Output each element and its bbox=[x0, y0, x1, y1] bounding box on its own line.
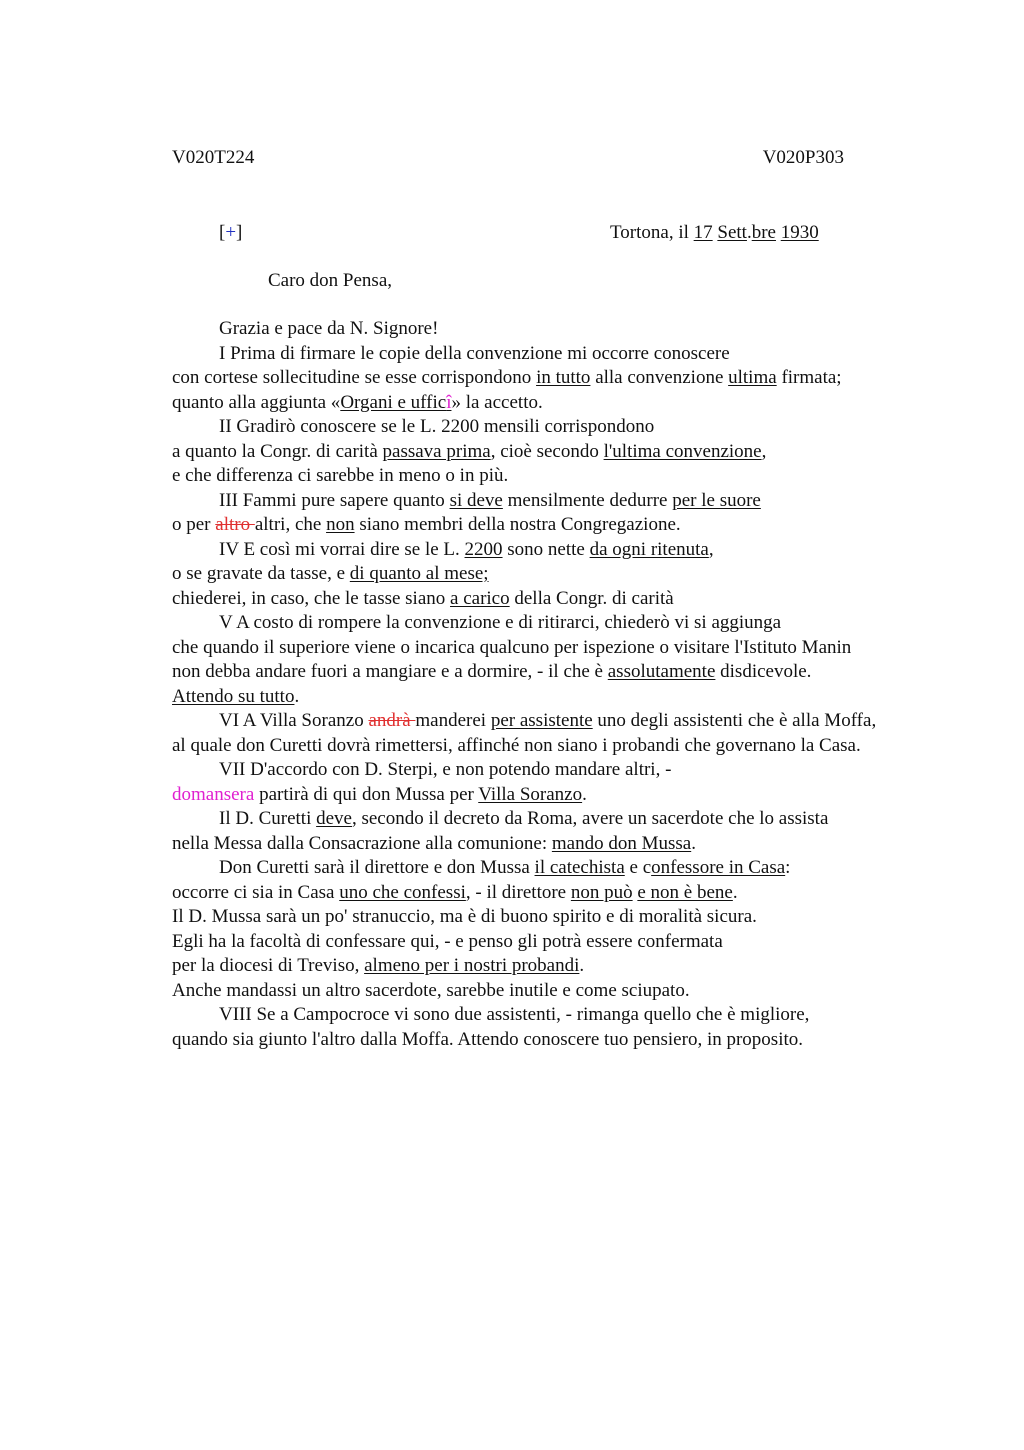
text-fragment: o per bbox=[172, 514, 216, 535]
body-line bbox=[172, 366, 902, 391]
text-fragment: firmata; bbox=[776, 367, 842, 388]
body-line bbox=[172, 807, 902, 832]
text-fragment: altri, che bbox=[254, 514, 327, 535]
underlined-text: onfessore in Casa bbox=[651, 857, 786, 878]
text-fragment: chiederei, in caso, che le tasse siano bbox=[172, 587, 451, 609]
underlined-text: si deve bbox=[449, 489, 503, 511]
body-line: Egli ha la facoltà di confessare qui, - e penso gli potrà essere confermata bbox=[172, 930, 723, 952]
date-day: 17 bbox=[693, 222, 713, 243]
text-fragment: Il D. Curetti bbox=[219, 808, 317, 829]
text-fragment: . bbox=[294, 685, 300, 707]
body-line bbox=[172, 832, 902, 857]
cross-mark bbox=[219, 221, 242, 245]
text-fragment: VI A Villa Soranzo bbox=[219, 710, 369, 731]
point-6-line bbox=[172, 709, 902, 734]
body-line bbox=[172, 856, 902, 881]
date-dot: . bbox=[746, 222, 752, 243]
text-fragment: . bbox=[582, 783, 587, 805]
text-fragment: , - il direttore bbox=[465, 881, 571, 903]
underlined-text: almeno per i nostri probandi bbox=[364, 955, 580, 976]
text-fragment: per la diocesi di Treviso, bbox=[172, 955, 365, 976]
place-date bbox=[610, 221, 819, 245]
text-fragment: III Fammi pure sapere quanto bbox=[219, 489, 450, 511]
greeting-line: Grazia e pace da N. Signore! bbox=[219, 318, 439, 339]
underlined-text: assolutamente bbox=[607, 661, 716, 682]
text-fragment: , cioè secondo bbox=[490, 440, 604, 462]
body-line bbox=[172, 685, 902, 710]
body-line: quando sia giunto l'altro dalla Moffa. Attendo conoscere tuo pensiero, in proposito. bbox=[172, 1028, 803, 1050]
text-fragment: partirà di qui don Mussa per bbox=[254, 783, 479, 805]
body-line bbox=[172, 783, 902, 808]
body-line bbox=[172, 954, 902, 979]
cross-open: [ bbox=[219, 222, 226, 243]
text-fragment: alla convenzione bbox=[590, 367, 729, 388]
underlined-text: per le suore bbox=[672, 489, 761, 511]
underlined-text: Villa Soranzo bbox=[478, 783, 583, 805]
underlined-text: da ogni ritenuta bbox=[589, 538, 709, 560]
text-fragment: , bbox=[708, 538, 714, 560]
date-month-b: bre bbox=[751, 222, 776, 243]
body-line: Il D. Mussa sarà un po' stranuccio, ma è di buono spirito e di moralità sicura. bbox=[172, 906, 757, 927]
text-fragment: siano membri della nostra Congregazione. bbox=[354, 514, 681, 535]
body-line bbox=[172, 562, 902, 587]
body-line bbox=[172, 660, 902, 685]
text-fragment: uno degli assistenti che è alla Moffa, bbox=[592, 710, 877, 731]
text-fragment: Don Curetti sarà il direttore e don Mussa bbox=[219, 857, 535, 878]
point-8-line: VIII Se a Campocroce vi sono due assistenti, - rimanga quello che è migliore, bbox=[219, 1004, 810, 1025]
document-code-left: V020T224 bbox=[172, 147, 255, 168]
text-fragment: a quanto la Congr. di carità bbox=[172, 440, 383, 462]
text-fragment: : bbox=[785, 857, 791, 878]
text-fragment: , secondo il decreto da Roma, avere un sacerdote che lo assista bbox=[351, 808, 829, 829]
body-line bbox=[172, 391, 902, 416]
underlined-text: passava prima bbox=[382, 440, 491, 462]
body-line bbox=[172, 440, 902, 465]
date-year: 1930 bbox=[780, 222, 819, 243]
text-fragment: o se gravate da tasse, e bbox=[172, 563, 350, 584]
date-month-a: Sett bbox=[717, 222, 747, 243]
salutation: Caro don Pensa, bbox=[268, 270, 393, 291]
cross-close: ] bbox=[236, 222, 243, 243]
underlined-text: non bbox=[326, 514, 355, 535]
text-fragment: . bbox=[732, 881, 738, 903]
body-line bbox=[172, 881, 902, 906]
text-fragment: disdicevole. bbox=[715, 661, 812, 682]
text-fragment: , bbox=[761, 440, 767, 462]
text-fragment: » la accetto. bbox=[451, 391, 543, 413]
underlined-text: Attendo su tutto bbox=[172, 685, 295, 707]
text-fragment: con cortese sollecitudine se esse corrispondono bbox=[172, 367, 537, 388]
underlined-text: ultima bbox=[728, 367, 777, 388]
point-4-line bbox=[172, 538, 902, 563]
text-fragment: occorre ci sia in Casa bbox=[172, 881, 340, 903]
inserted-text: î bbox=[446, 391, 452, 413]
point-2-line: II Gradirò conoscere se le L. 2200 mensili corrispondono bbox=[219, 416, 655, 437]
body-line: al quale don Curetti dovrà rimettersi, affinché non siano i probandi che governano la Casa. bbox=[172, 734, 861, 756]
text-fragment: quanto alla aggiunta « bbox=[172, 391, 341, 413]
text-fragment: e c bbox=[624, 857, 652, 878]
point-7-line: VII D'accordo con D. Sterpi, e non potendo mandare altri, - bbox=[219, 759, 672, 780]
body-line: e che differenza ci sarebbe in meno o in più. bbox=[172, 465, 509, 486]
text-fragment: . bbox=[579, 955, 585, 976]
underlined-text: il catechista bbox=[534, 857, 625, 878]
body-line bbox=[172, 513, 902, 538]
underlined-text: uno che confessi bbox=[339, 881, 466, 903]
deleted-text: altro bbox=[215, 514, 255, 535]
text-fragment: . bbox=[691, 832, 696, 854]
body-line bbox=[172, 587, 902, 612]
point-3-line bbox=[172, 489, 902, 514]
text-fragment: manderei bbox=[415, 710, 491, 731]
underlined-text bbox=[340, 392, 451, 413]
body-line: che quando il superiore viene o incarica qualcuno per ispezione o visitare l'Istituto Manin bbox=[172, 636, 852, 658]
text-fragment: non debba andare fuori a mangiare e a dormire, - il che è bbox=[172, 661, 608, 682]
text-fragment: mensilmente dedurre bbox=[502, 489, 673, 511]
text-fragment: Organi e uffic bbox=[340, 391, 447, 413]
inserted-text: domansera bbox=[172, 783, 255, 805]
body-line: Anche mandassi un altro sacerdote, sarebbe inutile e come sciupato. bbox=[172, 979, 690, 1001]
document-code-right: V020P303 bbox=[762, 147, 844, 168]
underlined-text: di quanto al mese; bbox=[349, 563, 489, 584]
underlined-text: mando don Mussa bbox=[551, 832, 692, 854]
date-prefix: Tortona, il bbox=[610, 222, 694, 243]
text-fragment: della Congr. di carità bbox=[509, 587, 674, 609]
point-5-line: V A costo di rompere la convenzione e di ritirarci, chiederò vi si aggiunga bbox=[219, 612, 782, 633]
underlined-text: non può bbox=[570, 881, 633, 903]
underlined-text: e non è bene bbox=[637, 881, 733, 903]
text-fragment: nella Messa dalla Consacrazione alla comunione: bbox=[172, 832, 552, 854]
underlined-text: l'ultima convenzione bbox=[603, 440, 762, 462]
point-1-line: I Prima di firmare le copie della convenzione mi occorre conoscere bbox=[219, 342, 730, 364]
deleted-text: andrà bbox=[368, 710, 416, 731]
text-fragment: IV E così mi vorrai dire se le L. bbox=[219, 538, 465, 560]
underlined-text: per assistente bbox=[490, 710, 593, 731]
cross-sign: + bbox=[225, 222, 237, 243]
text-fragment: sono nette bbox=[502, 538, 590, 560]
underlined-text: a carico bbox=[450, 587, 510, 609]
underlined-text: 2200 bbox=[464, 538, 503, 560]
letter-body bbox=[172, 317, 902, 1052]
underlined-text: deve bbox=[316, 808, 352, 829]
underlined-text: in tutto bbox=[536, 367, 591, 388]
